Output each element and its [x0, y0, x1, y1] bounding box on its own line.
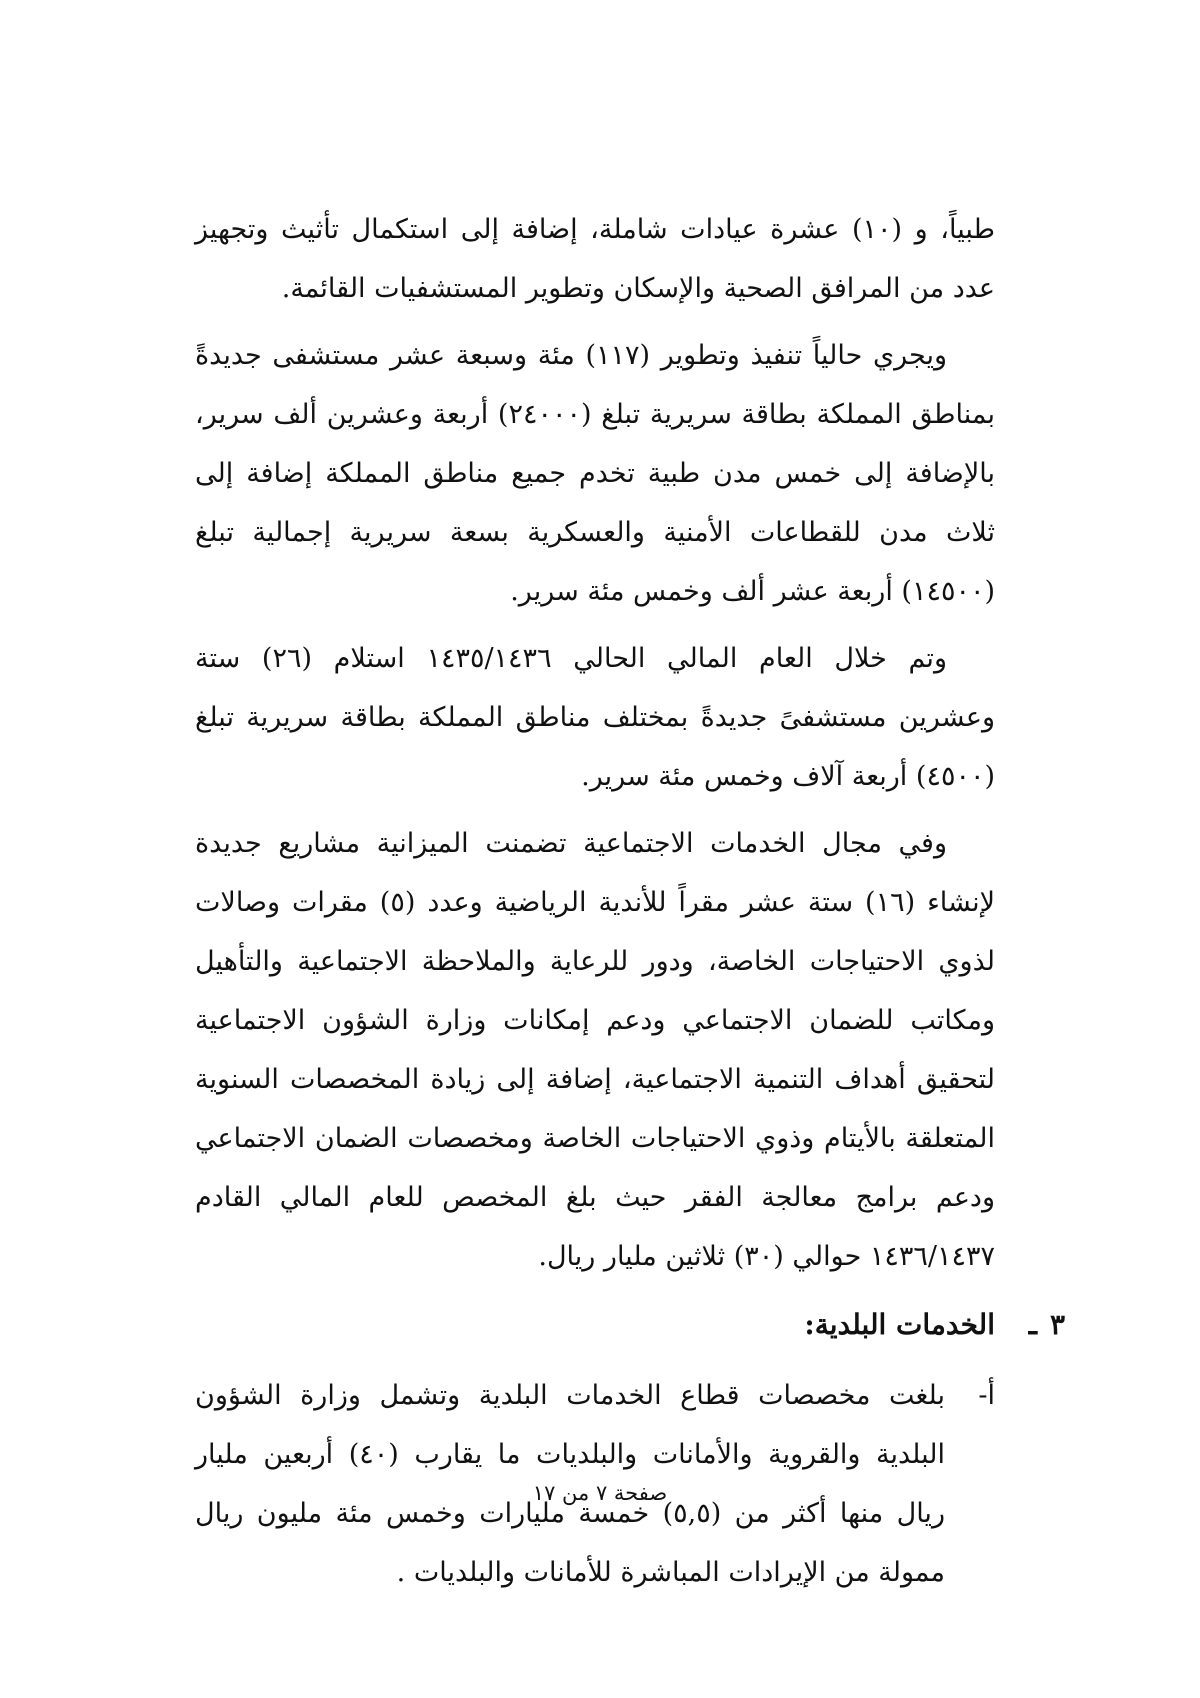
document-body [195, 200, 1065, 1602]
paragraph-hospitals-clinics: طبياً، و (١٠) عشرة عيادات شاملة، إضافة إلى استكمال تأثيث وتجهيز عدد من المرافق الصحية والإسكان وتطوير المستشفيات القائمة. [195, 214, 995, 304]
paragraph-social-services: وفي مجال الخدمات الاجتماعية تضمنت الميزانية مشاريع جديدة لإنشاء (١٦) ستة عشر مقراً للأندية الرياضية وعدد (٥) مقرات وصالات لذوي الاحتياجات الخاصة، ودور للرعاية والملاحظة الاجتماعية والتأهيل ومكاتب للضمان الاجتماعي ودعم إمكانات وزارة الشؤون الاجتماعية لتحقيق أهداف التنمية الاجتماعية، إضافة إلى زيادة المخصصات السنوية المتعلقة بالأيتام وذوي الاحتياجات الخاصة ومخصصات الضمان الاجتماعي ودعم برامج معالجة الفقر حيث بلغ المخصص للعام المالي القادم ١٤٣٦/١٤٣٧ حوالي (٣٠) ثلاثين مليار ريال. [195, 828, 995, 1272]
section-title: الخدمات البلدية: [804, 1308, 995, 1341]
paragraph-received-hospitals: وتم خلال العام المالي الحالي ١٤٣٥/١٤٣٦ استلام (٢٦) ستة وعشرين مستشفىً جديدةً بمختلف مناطق المملكة بطاقة سريرية تبلغ (٤٥٠٠) أربعة آلاف وخمس مئة سرير. [195, 643, 995, 792]
page-number-footer: صفحة ٧ من ١٧ [532, 1481, 668, 1505]
section-number: ٣ [1049, 1308, 1065, 1341]
section-dash: ـ [1028, 1308, 1037, 1341]
list-item-text: بلغت مخصصات قطاع الخدمات البلدية وتشمل وزارة الشؤون البلدية والقروية والأمانات والبلديات ما يقارب (٤٠) أربعين مليار ريال منها أكثر من (٥,٥) خمسة مليارات وخمس مئة مليون ريال ممولة من الإيرادات المباشرة للأمانات والبلديات . [195, 1380, 945, 1588]
section-heading-municipal-services [195, 1294, 1065, 1356]
paragraph-new-hospitals: ويجري حالياً تنفيذ وتطوير (١١٧) مئة وسبعة عشر مستشفى جديدةً بمناطق المملكة بطاقة سريرية تبلغ (٢٤٠٠٠) أربعة وعشرين ألف سرير، بالإضافة إلى خمس مدن طبية تخدم جميع مناطق المملكة إضافة إلى ثلاث مدن للقطاعات الأمنية والعسكرية بسعة سريرية إجمالية تبلغ (١٤٥٠٠) أربعة عشر ألف وخمس مئة سرير. [195, 340, 995, 607]
list-item-marker: أ- [978, 1380, 995, 1411]
